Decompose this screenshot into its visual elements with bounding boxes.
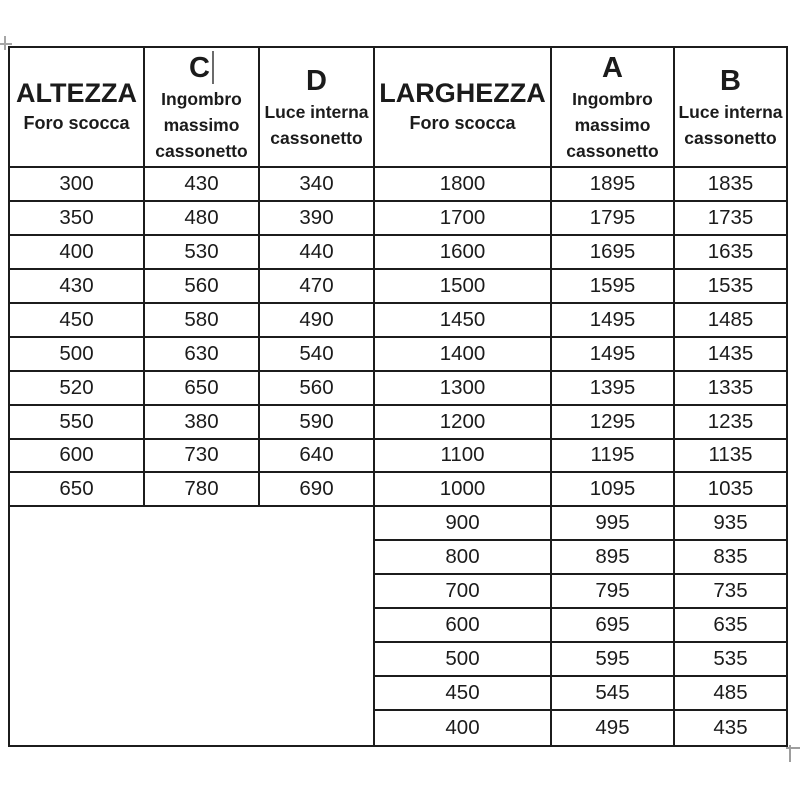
column-subtitle: Foro scocca bbox=[23, 113, 130, 133]
table-cell[interactable]: 535 bbox=[675, 643, 786, 677]
table-cell[interactable]: 1495 bbox=[552, 338, 675, 372]
table-move-handle-bar bbox=[0, 43, 12, 45]
table-cell[interactable]: 640 bbox=[260, 440, 375, 474]
table-cell[interactable]: 600 bbox=[375, 609, 552, 643]
table-cell[interactable]: 635 bbox=[675, 609, 786, 643]
table-cell[interactable]: 550 bbox=[10, 406, 145, 440]
table-cell[interactable]: 650 bbox=[10, 473, 145, 507]
table-cell[interactable]: 690 bbox=[260, 473, 375, 507]
header-cell-d[interactable] bbox=[260, 48, 375, 166]
column-label: Ingombro massimo cassonetto bbox=[155, 88, 248, 161]
header-cell-c[interactable] bbox=[145, 48, 260, 166]
table-cell[interactable]: 500 bbox=[375, 643, 552, 677]
table-cell[interactable]: 1800 bbox=[375, 168, 552, 202]
table-header-row bbox=[10, 48, 786, 168]
table-cell[interactable]: 1395 bbox=[552, 372, 675, 406]
table-move-handle-bar bbox=[4, 36, 6, 50]
table-cell[interactable]: 400 bbox=[10, 236, 145, 270]
table-cell[interactable]: 1735 bbox=[675, 202, 786, 236]
column-letter: B bbox=[720, 64, 741, 97]
measurement-table bbox=[8, 46, 788, 747]
table-cell[interactable]: 1300 bbox=[375, 372, 552, 406]
header-cell-a[interactable] bbox=[552, 48, 675, 166]
table-cell[interactable]: 400 bbox=[375, 711, 552, 745]
table-cell[interactable]: 1435 bbox=[675, 338, 786, 372]
table-cell[interactable]: 695 bbox=[552, 609, 675, 643]
empty-merged-cell[interactable] bbox=[10, 507, 375, 745]
table-cell[interactable]: 650 bbox=[145, 372, 260, 406]
column-letter: D bbox=[306, 64, 327, 97]
table-cell[interactable]: 730 bbox=[145, 440, 260, 474]
header-cell-b[interactable] bbox=[675, 48, 786, 166]
table-cell[interactable]: 1295 bbox=[552, 406, 675, 440]
table-cell[interactable]: 1700 bbox=[375, 202, 552, 236]
column-title: LARGHEZZA bbox=[379, 78, 546, 108]
table-cell[interactable]: 1095 bbox=[552, 473, 675, 507]
table-cell[interactable]: 540 bbox=[260, 338, 375, 372]
table-cell[interactable]: 1235 bbox=[675, 406, 786, 440]
column-subtitle: Foro scocca bbox=[409, 113, 516, 133]
table-cell[interactable]: 440 bbox=[260, 236, 375, 270]
table-cell[interactable]: 530 bbox=[145, 236, 260, 270]
table-cell[interactable]: 900 bbox=[375, 507, 552, 541]
table-cell[interactable]: 1795 bbox=[552, 202, 675, 236]
table-cell[interactable]: 390 bbox=[260, 202, 375, 236]
table-cell[interactable]: 1100 bbox=[375, 440, 552, 474]
table-cell[interactable]: 735 bbox=[675, 575, 786, 609]
column-letter: A bbox=[602, 51, 623, 84]
table-cell[interactable]: 935 bbox=[675, 507, 786, 541]
table-cell[interactable]: 895 bbox=[552, 541, 675, 575]
table-cell[interactable]: 1895 bbox=[552, 168, 675, 202]
table-cell[interactable]: 450 bbox=[10, 304, 145, 338]
table-body bbox=[10, 168, 786, 745]
column-letter-line bbox=[189, 51, 214, 86]
table-cell[interactable]: 1595 bbox=[552, 270, 675, 304]
header-cell-altezza[interactable] bbox=[10, 48, 145, 166]
table-cell[interactable]: 1135 bbox=[675, 440, 786, 474]
text-cursor bbox=[212, 51, 214, 84]
table-cell[interactable]: 560 bbox=[260, 372, 375, 406]
table-cell[interactable]: 1200 bbox=[375, 406, 552, 440]
table-cell[interactable]: 470 bbox=[260, 270, 375, 304]
table-cell[interactable]: 1195 bbox=[552, 440, 675, 474]
table-cell[interactable]: 340 bbox=[260, 168, 375, 202]
column-letter-line bbox=[306, 64, 327, 99]
table-cell[interactable]: 800 bbox=[375, 541, 552, 575]
header-cell-larghezza[interactable] bbox=[375, 48, 552, 166]
table-cell[interactable]: 1335 bbox=[675, 372, 786, 406]
table-cell[interactable]: 1500 bbox=[375, 270, 552, 304]
table-cell[interactable]: 485 bbox=[675, 677, 786, 711]
table-resize-handle-bar bbox=[789, 745, 791, 762]
table-cell[interactable]: 700 bbox=[375, 575, 552, 609]
table-cell[interactable]: 560 bbox=[145, 270, 260, 304]
table-cell[interactable]: 350 bbox=[10, 202, 145, 236]
table-cell[interactable]: 545 bbox=[552, 677, 675, 711]
table-cell[interactable]: 580 bbox=[145, 304, 260, 338]
table-cell[interactable]: 1835 bbox=[675, 168, 786, 202]
table-cell[interactable]: 300 bbox=[10, 168, 145, 202]
table-cell[interactable]: 450 bbox=[375, 677, 552, 711]
table-cell[interactable]: 780 bbox=[145, 473, 260, 507]
table-cell[interactable]: 590 bbox=[260, 406, 375, 440]
table-cell[interactable]: 430 bbox=[10, 270, 145, 304]
table-cell[interactable]: 600 bbox=[10, 440, 145, 474]
table-cell[interactable]: 835 bbox=[675, 541, 786, 575]
table-cell[interactable]: 1495 bbox=[552, 304, 675, 338]
table-cell[interactable]: 1450 bbox=[375, 304, 552, 338]
table-cell[interactable]: 435 bbox=[675, 711, 786, 745]
table-cell[interactable]: 1635 bbox=[675, 236, 786, 270]
table-cell[interactable]: 1695 bbox=[552, 236, 675, 270]
table-cell[interactable]: 1000 bbox=[375, 473, 552, 507]
table-cell[interactable]: 795 bbox=[552, 575, 675, 609]
column-letter-line bbox=[720, 64, 741, 99]
column-label: Luce interna cassonetto bbox=[678, 101, 783, 148]
table-cell[interactable]: 380 bbox=[145, 406, 260, 440]
table-cell[interactable]: 1485 bbox=[675, 304, 786, 338]
table-cell[interactable]: 500 bbox=[10, 338, 145, 372]
table-cell[interactable]: 430 bbox=[145, 168, 260, 202]
column-label: Ingombro massimo cassonetto bbox=[566, 88, 659, 161]
table-cell[interactable]: 1400 bbox=[375, 338, 552, 372]
column-letter-line bbox=[602, 51, 623, 86]
table-cell[interactable]: 490 bbox=[260, 304, 375, 338]
table-cell[interactable]: 1035 bbox=[675, 473, 786, 507]
column-label: Luce interna cassonetto bbox=[264, 101, 369, 148]
table-cell[interactable]: 495 bbox=[552, 711, 675, 745]
table-resize-handle-icon[interactable] bbox=[786, 745, 800, 763]
table-cell[interactable]: 520 bbox=[10, 372, 145, 406]
table-cell[interactable]: 1535 bbox=[675, 270, 786, 304]
column-title: ALTEZZA bbox=[16, 78, 137, 108]
table-cell[interactable]: 1600 bbox=[375, 236, 552, 270]
column-letter: C bbox=[189, 51, 210, 84]
table-cell[interactable]: 595 bbox=[552, 643, 675, 677]
table-cell[interactable]: 995 bbox=[552, 507, 675, 541]
table-cell[interactable]: 480 bbox=[145, 202, 260, 236]
table-cell[interactable]: 630 bbox=[145, 338, 260, 372]
